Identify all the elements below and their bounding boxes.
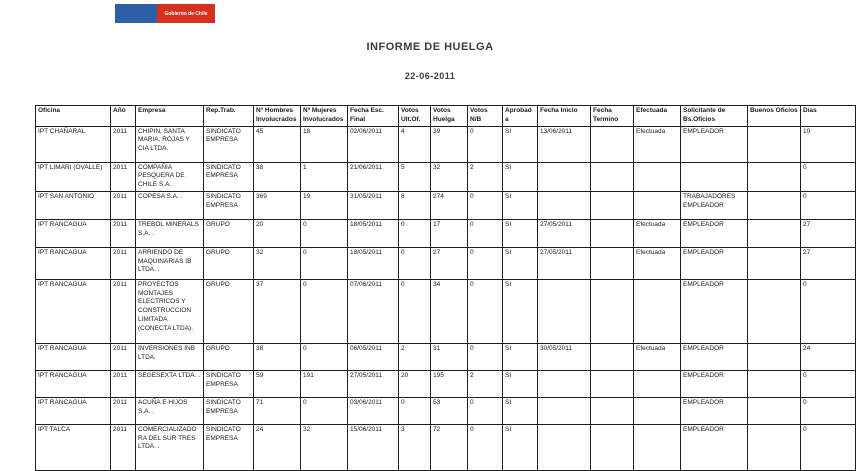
table-row (36, 219, 856, 247)
cell (634, 191, 681, 219)
table-row (36, 126, 856, 162)
cell: 27/05/2011 (538, 219, 591, 247)
page-title: INFORME DE HUELGA (366, 41, 494, 53)
cell: 27 (431, 247, 468, 279)
cell: 0 (301, 247, 348, 279)
cell: 2011 (111, 191, 136, 219)
cell (591, 397, 634, 424)
cell: IPT RANCAGUA (36, 397, 111, 424)
cell: IPT RANCAGUA (36, 219, 111, 247)
cell: SI (503, 424, 538, 470)
cell: 0 (468, 397, 503, 424)
cell: 32 (301, 424, 348, 470)
cell: 2 (468, 370, 503, 397)
cell: 02/06/2011 (348, 126, 399, 162)
cell: 59 (254, 370, 301, 397)
cell: 20 (254, 219, 301, 247)
column-header: Empresa (136, 106, 204, 127)
logo-flag-red-block (157, 4, 215, 23)
cell: IPT RANCAGUA (36, 370, 111, 397)
cell: IPT RANCAGUA (36, 247, 111, 279)
cell: SINDICATO EMPRESA (204, 162, 254, 191)
column-header: Fecha Inicio (538, 106, 591, 127)
cell (591, 370, 634, 397)
cell: 2011 (111, 343, 136, 370)
column-header: Año (111, 106, 136, 127)
cell: 0 (301, 343, 348, 370)
cell: EMPLEADOR (681, 219, 748, 247)
cell: 03/06/2011 (348, 397, 399, 424)
cell: SI (503, 370, 538, 397)
logo-text: Gobierno de Chile (164, 10, 208, 17)
cell: 0 (301, 219, 348, 247)
cell: SINDICATO EMPRESA (204, 424, 254, 470)
logo-flag-blue-block (115, 4, 157, 23)
cell: 27 (801, 247, 856, 279)
cell: 53 (431, 397, 468, 424)
cell: SEGESEXTA LTDA. . (136, 370, 204, 397)
table-header-row (36, 106, 856, 127)
cell: Efectuada (634, 219, 681, 247)
cell: 27/05/2011 (538, 247, 591, 279)
table-row (36, 343, 856, 370)
cell: 32 (431, 162, 468, 191)
cell: 2011 (111, 126, 136, 162)
cell: SI (503, 126, 538, 162)
cell: 2011 (111, 279, 136, 343)
cell: TRABAJADORES EMPLEADOR (681, 191, 748, 219)
cell: 191 (301, 370, 348, 397)
column-header: Votos N/B (468, 106, 503, 127)
cell (591, 279, 634, 343)
column-header: Buenos Oficios (748, 106, 801, 127)
cell (538, 370, 591, 397)
cell: 0 (801, 424, 856, 470)
cell: 2011 (111, 247, 136, 279)
cell (591, 191, 634, 219)
cell (591, 424, 634, 470)
cell: 5 (399, 162, 431, 191)
cell: SI (503, 397, 538, 424)
cell: 0 (801, 279, 856, 343)
column-header: Efectuada (634, 106, 681, 127)
cell (538, 397, 591, 424)
cell: 1 (301, 162, 348, 191)
cell: 0 (468, 191, 503, 219)
cell: 34 (431, 279, 468, 343)
cell: Efectuada (634, 247, 681, 279)
cell: 30/05/2011 (538, 343, 591, 370)
cell: 18/05/2011 (348, 247, 399, 279)
cell (538, 424, 591, 470)
cell: 10 (801, 126, 856, 162)
cell (591, 247, 634, 279)
cell (634, 162, 681, 191)
cell: GRUPO (204, 247, 254, 279)
cell: COMPAÑIA PESQUERA DE CHILE S.A. (136, 162, 204, 191)
cell: 24 (801, 343, 856, 370)
cell (748, 219, 801, 247)
cell: 4 (399, 126, 431, 162)
cell: PROYECTOS MONTAJES ELECTRICOS Y CONSTRUCCION LIMITADA (CONECTA LTDA). (136, 279, 204, 343)
report-date: 22-06-2011 (404, 71, 456, 81)
cell: 369 (254, 191, 301, 219)
cell: SI (503, 162, 538, 191)
cell: 0 (468, 279, 503, 343)
cell: IPT RANCAGUA (36, 279, 111, 343)
cell: EMPLEADOR (681, 424, 748, 470)
cell: 274 (431, 191, 468, 219)
cell (748, 424, 801, 470)
cell: SI (503, 343, 538, 370)
cell (748, 191, 801, 219)
cell: 2011 (111, 219, 136, 247)
cell: 0 (301, 279, 348, 343)
column-header: Nº Mujeres Involucrados (301, 106, 348, 127)
table-row (36, 397, 856, 424)
column-header: Fecha Esc. Final (348, 106, 399, 127)
cell: 32 (254, 247, 301, 279)
cell: INVERSIONES INB LTDA. (136, 343, 204, 370)
cell: 2011 (111, 162, 136, 191)
cell (681, 162, 748, 191)
cell: EMPLEADOR (681, 126, 748, 162)
cell: IPT LIMARI (OVALLE) (36, 162, 111, 191)
cell (591, 343, 634, 370)
cell: IPT CHAÑARAL (36, 126, 111, 162)
cell (748, 397, 801, 424)
cell: GRUPO (204, 279, 254, 343)
cell: ACUÑA E HIJOS S.A. . (136, 397, 204, 424)
cell: 45 (254, 126, 301, 162)
column-header: Rep.Trab. (204, 106, 254, 127)
cell: 0 (801, 397, 856, 424)
cell (634, 397, 681, 424)
cell: 3 (399, 424, 431, 470)
cell: 2011 (111, 370, 136, 397)
cell: 0 (399, 219, 431, 247)
column-header: Días (801, 106, 856, 127)
cell (748, 343, 801, 370)
cell: SINDICATO EMPRESA (204, 370, 254, 397)
cell: 39 (431, 126, 468, 162)
cell: SI (503, 191, 538, 219)
cell (748, 247, 801, 279)
cell: 8 (399, 191, 431, 219)
cell (748, 126, 801, 162)
cell: 0 (468, 247, 503, 279)
cell (634, 424, 681, 470)
cell (634, 279, 681, 343)
cell: 0 (399, 397, 431, 424)
cell: 24 (254, 424, 301, 470)
cell (591, 162, 634, 191)
column-header: Fecha Termino (591, 106, 634, 127)
cell (634, 370, 681, 397)
cell: SI (503, 219, 538, 247)
cell: 18 (301, 126, 348, 162)
cell: SI (503, 279, 538, 343)
cell: 0 (801, 162, 856, 191)
cell: 0 (468, 343, 503, 370)
table-row (36, 162, 856, 191)
cell: 0 (399, 247, 431, 279)
cell (748, 370, 801, 397)
cell: 0 (801, 370, 856, 397)
cell: SINDICATO EMPRESA (204, 397, 254, 424)
cell (591, 126, 634, 162)
cell (748, 162, 801, 191)
cell: GRUPO (204, 219, 254, 247)
cell: EMPLEADOR (681, 343, 748, 370)
cell: 19 (301, 191, 348, 219)
cell: 0 (468, 424, 503, 470)
cell: EMPLEADOR (681, 279, 748, 343)
cell: COPESA S.A. . (136, 191, 204, 219)
cell: 38 (254, 162, 301, 191)
cell: 31 (431, 343, 468, 370)
cell: 17 (431, 219, 468, 247)
cell: 195 (431, 370, 468, 397)
cell: TREBOL MINERALS S.A. . (136, 219, 204, 247)
cell: IPT RANCAGUA (36, 343, 111, 370)
cell: Efectuada (634, 343, 681, 370)
cell: EMPLEADOR (681, 247, 748, 279)
cell: 27/05/2011 (348, 370, 399, 397)
cell: 0 (801, 191, 856, 219)
cell: EMPLEADOR (681, 397, 748, 424)
cell: 27 (801, 219, 856, 247)
column-header: Votos Huelga (431, 106, 468, 127)
table-row (36, 247, 856, 279)
column-header: Oficina (36, 106, 111, 127)
cell: CHIPIN, SANTA MARIA, ROJAS Y CIA LTDA. (136, 126, 204, 162)
cell: IPT TALCA (36, 424, 111, 470)
cell: 07/06/2011 (348, 279, 399, 343)
cell: COMERCIALIZADORA DEL SUR TRES LTDA. . (136, 424, 204, 470)
column-header: Votos Ult.Of. (399, 106, 431, 127)
table-row (36, 370, 856, 397)
cell: SINDICATO EMPRESA (204, 191, 254, 219)
cell: EMPLEADOR (681, 370, 748, 397)
column-header: Solicitante de Bs.Oficios (681, 106, 748, 127)
cell: Efectuada (634, 126, 681, 162)
cell: SI (503, 247, 538, 279)
cell: 2011 (111, 397, 136, 424)
cell: 2 (468, 162, 503, 191)
cell: GRUPO (204, 343, 254, 370)
cell: 20 (399, 370, 431, 397)
cell: 37 (254, 279, 301, 343)
cell: 15/06/2011 (348, 424, 399, 470)
cell: 0 (301, 397, 348, 424)
cell (591, 219, 634, 247)
strike-report-table-container (35, 105, 855, 471)
cell: 72 (431, 424, 468, 470)
cell: 06/05/2011 (348, 343, 399, 370)
cell: 21/06/2011 (348, 162, 399, 191)
cell (748, 279, 801, 343)
gobierno-de-chile-logo (115, 4, 215, 23)
cell: SINDICATO EMPRESA (204, 126, 254, 162)
cell: 18/05/2011 (348, 219, 399, 247)
cell (538, 162, 591, 191)
cell: 31/05/2011 (348, 191, 399, 219)
strike-report-table (35, 105, 856, 471)
cell: ARRIENDO DE MAQUINARIAS IB LTDA. . (136, 247, 204, 279)
cell: 71 (254, 397, 301, 424)
cell: 2 (399, 343, 431, 370)
cell (538, 191, 591, 219)
table-row (36, 424, 856, 470)
cell: 38 (254, 343, 301, 370)
table-row (36, 191, 856, 219)
cell: 0 (399, 279, 431, 343)
table-row (36, 279, 856, 343)
cell: 13/06/2011 (538, 126, 591, 162)
column-header: Aprobada (503, 106, 538, 127)
column-header: Nº Hombres Involucrados (254, 106, 301, 127)
cell: 0 (468, 126, 503, 162)
cell: 0 (468, 219, 503, 247)
cell: 2011 (111, 424, 136, 470)
cell (538, 279, 591, 343)
cell: IPT SAN ANTONIO (36, 191, 111, 219)
